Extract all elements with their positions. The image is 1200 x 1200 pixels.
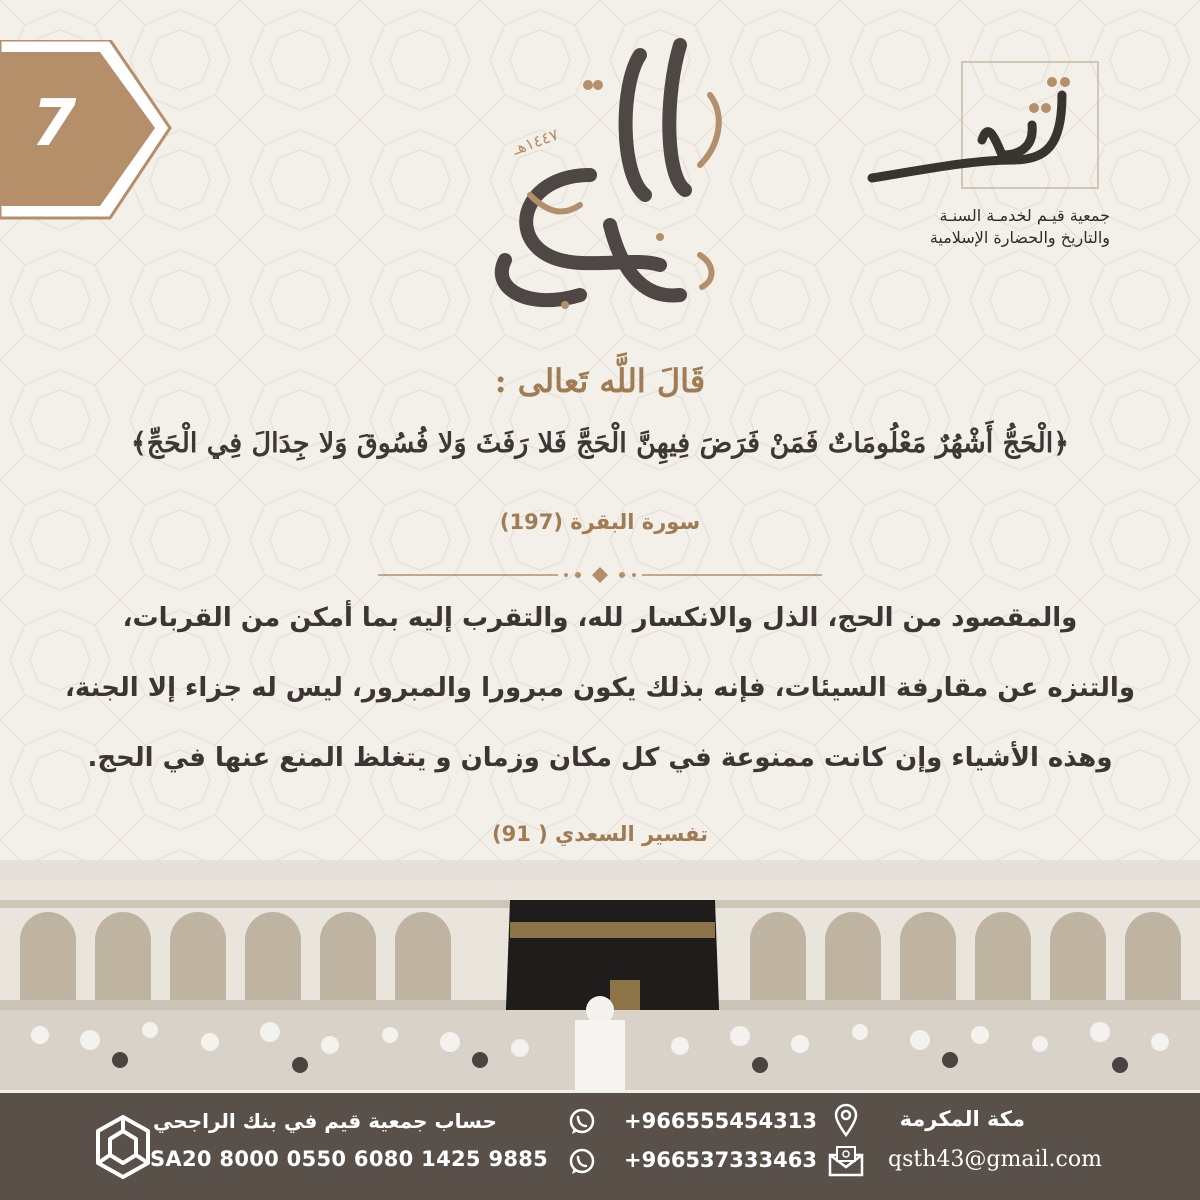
hijri-year: ١٤٤٧هـ: [509, 124, 562, 159]
phone-number-1[interactable]: +966555454313: [624, 1109, 817, 1133]
commentary-line-3: وهذه الأشياء وإن كانت ممنوعة في كل مكان وزمان و يتغلظ المنع عنها في الحج.: [87, 743, 1113, 773]
org-line-2: والتاريخ والحضارة الإسلامية: [929, 228, 1110, 247]
verse-text: ﴿الْحَجُّ أَشْهُرٌ مَعْلُومَاتٌ فَمَنْ فَرَضَ فِيهِنَّ الْحَجَّ فَلا رَفَثَ وَلا فُسُوقَ وَلا جِدَالَ فِي الْحَجِّ﴾: [130, 428, 1070, 459]
verse-intro: قَالَ اللَّه تَعالى :: [494, 362, 706, 400]
kaaba-photo: [0, 860, 1200, 1090]
phone-number-2[interactable]: +966537333463: [624, 1148, 817, 1172]
whatsapp-icon: [568, 1148, 596, 1176]
badge-number: 7: [31, 87, 77, 161]
commentary-line-2: والتنزه عن مقارفة السيئات، فإنه بذلك يكون مبرورا والمبرور، ليس له جزاء إلا الجنة،: [64, 673, 1136, 703]
footer-bar: [0, 1093, 1200, 1200]
bank-account-title: حساب جمعية قيم في بنك الراجحي: [153, 1109, 497, 1133]
organization-logo: [862, 60, 1102, 200]
verse-reference: سورة البقرة (197): [499, 510, 701, 534]
email-icon: [828, 1145, 864, 1177]
org-line-1: جمعية قيـم لخدمـة السنـة: [939, 206, 1110, 225]
whatsapp-icon: [568, 1108, 596, 1136]
iban-number: SA20 8000 0550 6080 1425 9885: [150, 1147, 549, 1171]
location-pin-icon: [833, 1103, 859, 1137]
city-location: مكة المكرمة: [899, 1107, 1025, 1131]
commentary-line-1: والمقصود من الحج، الذل والانكسار لله، والتقرب إليه بما أمكن من القربات،: [122, 603, 1078, 633]
email-address[interactable]: qsth43@gmail.com: [888, 1147, 1102, 1172]
organization-name: [880, 205, 1110, 249]
tafsir-reference: تفسير السعدي ( 91): [491, 822, 709, 846]
title-calligraphy: [470, 25, 740, 320]
ornamental-divider: [378, 565, 822, 585]
